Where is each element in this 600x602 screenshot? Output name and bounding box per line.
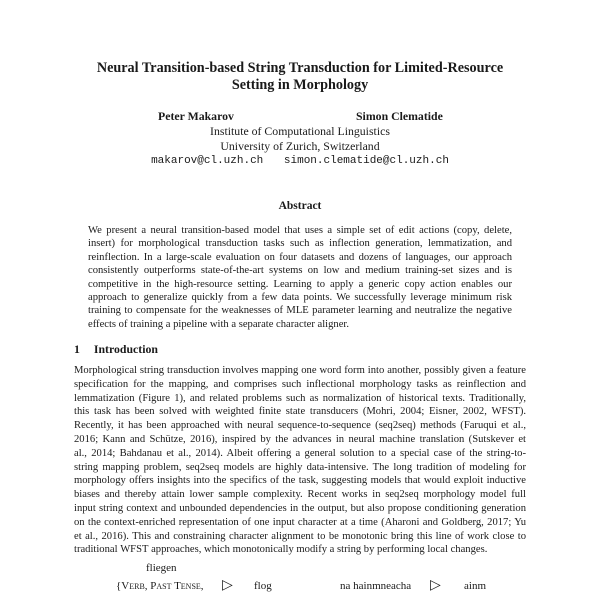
abstract-heading: Abstract <box>278 200 322 212</box>
affiliation-university: University of Zurich, Switzerland <box>220 139 380 153</box>
abstract-line-7a: training to compensate for the weaknesses of <box>88 305 287 317</box>
intro-line-4a: this task has been solved with weighted finite state transducers (Mohri, 2004; Eisner, 2002, <box>74 406 492 418</box>
section-title: Introduction <box>93 342 158 356</box>
introduction-body <box>74 364 526 557</box>
figure-feature-set: {Verb, Past Tense, <box>116 580 204 592</box>
intro-line: input string context and unbounded dependencies in the output, but also propose conditioning generation <box>74 502 526 514</box>
intro-line: Recently, it has been approached with neural sequence-to-sequence (seq2seq) methods (Faruqui et al., <box>74 420 526 432</box>
abstract-line: insert) for morphological transduction tasks such as inflection generation, lemmatization, and <box>88 238 512 250</box>
section-heading-introduction <box>74 342 172 357</box>
author-block <box>0 109 600 169</box>
abstract-body <box>88 224 512 331</box>
intro-line-14a: traditional <box>74 544 121 556</box>
affiliation-institute: Institute of Computational Linguistics <box>210 124 390 138</box>
abstract-line: consistently outperforms state-of-the-art systems on low and medium training-set sizes and is <box>88 265 512 277</box>
abstract-line: reinflection. In a large-scale evaluation on four datasets and dozens of languages, our approach <box>88 251 512 263</box>
abstract-line: We present a neural transition-based model that uses a simple set of edit actions (copy, delete, <box>88 225 512 236</box>
intro-line <box>74 543 526 557</box>
abstract-line: competitive in the high-resource setting. Learning to apply a generic copy action enables our <box>88 278 512 290</box>
figure-output-word-2: ainm <box>464 580 486 592</box>
email-2[interactable]: simon.clematide@cl.uzh.ch <box>283 155 449 167</box>
intro-line: lemmatization (Figure 1), and related problems such as normalization of historical texts. Traditionally, <box>74 392 526 404</box>
intro-line <box>74 405 526 419</box>
intro-line-14b: approaches, which monotonically modify a string by performing local changes. <box>148 544 488 556</box>
abstract-line <box>88 304 512 317</box>
mle-term: MLE <box>286 305 309 317</box>
email-1[interactable]: makarov@cl.uzh.ch <box>151 155 264 167</box>
intro-line: string mapping problem, seq2seq models are highly data-intensive. The long tradition of modeling for <box>74 461 526 473</box>
intro-line: biases and thereby attain lower sample complexity. Recent works in seq2seq morphology model full <box>74 489 526 501</box>
title-line-1: Neural Transition-based String Transduction for Limited-Resource <box>96 60 504 76</box>
intro-line: 2016; Kann and Schütze, 2016), inspired by the advances in neural machine translation (Sutskever et <box>74 433 526 445</box>
figure-input-word: fliegen <box>146 562 177 574</box>
intro-line-4b: ). <box>519 406 526 418</box>
paper-title <box>60 60 540 94</box>
section-number: 1 <box>74 342 80 356</box>
abstract-line: effects of training a pipeline with a separate character aligner. <box>88 318 349 330</box>
figure-1-fragment <box>0 562 600 602</box>
author-emails <box>0 154 600 169</box>
author-2: Simon Clematide <box>356 109 443 123</box>
intro-line: al., 2014; Bahdanau et al., 2014). Albeit offering a general solution to a special case of the string-to- <box>74 447 526 459</box>
intro-line: Morphological string transduction involves mapping one word form into another, possibly given a feature <box>74 365 526 376</box>
title-line-2: Setting in Morphology <box>231 77 369 93</box>
transduction-arrow-icon: ▷ <box>430 578 441 593</box>
figure-input-word-2: na hainmneacha <box>340 580 412 592</box>
intro-line: morphology offers insights into the specifics of the task, suggesting models that would exploit inductive <box>74 475 526 487</box>
wfst-term: WFST <box>120 544 149 556</box>
abstract-line: approach to generalize quickly from a few data points. We successfully leverage minimum risk <box>88 292 512 304</box>
author-1: Peter Makarov <box>158 109 234 123</box>
figure-output-word-1: flog <box>254 580 272 592</box>
wfst-term: WFST <box>491 406 520 418</box>
intro-line: et al., 2016). This and constraining character alignment to be monotonic bring this line of work close to <box>74 530 526 542</box>
intro-line: on the context-enriched representation of one input character at a time (Aharoni and Goldberg, 2017; Yu <box>74 516 526 528</box>
abstract-line-7b: parameter learning and neutralize the negative <box>308 305 512 317</box>
transduction-arrow-icon: ▷ <box>222 578 233 593</box>
intro-line: specification for the mapping, and comprises such inflectional morphology tasks as reinflection and <box>74 378 526 390</box>
author-names <box>0 109 600 124</box>
